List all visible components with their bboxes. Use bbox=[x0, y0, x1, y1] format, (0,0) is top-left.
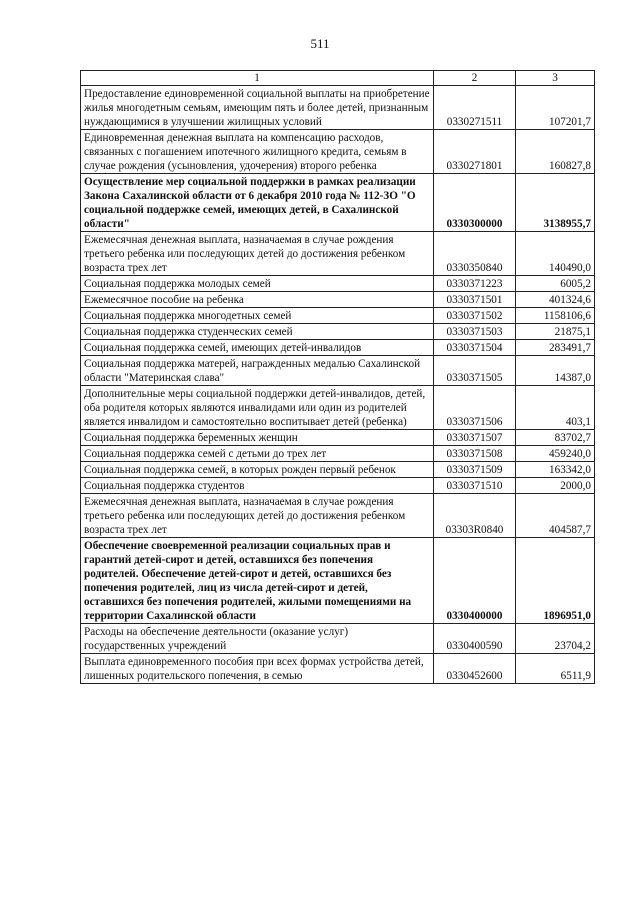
row-code-cell: 0330350840 bbox=[434, 232, 516, 276]
row-code-cell: 0330371509 bbox=[434, 462, 516, 478]
row-code-cell: 0330400000 bbox=[434, 538, 516, 624]
row-name-cell: Дополнительные меры социальной поддержки детей-инвалидов, детей, оба родителя которых являются инвалидами или один из родителей является инвалидом и самостоятельно воспитывает детей (ребенка) bbox=[81, 386, 434, 430]
budget-table bbox=[80, 70, 595, 684]
row-name-cell: Социальная поддержка молодых семей bbox=[81, 276, 434, 292]
row-name-cell: Социальная поддержка семей с детьми до трех лет bbox=[81, 446, 434, 462]
row-code-cell: 0330371223 bbox=[434, 276, 516, 292]
row-amount-cell: 404587,7 bbox=[516, 494, 595, 538]
row-amount-cell: 1158106,6 bbox=[516, 308, 595, 324]
row-name-cell: Социальная поддержка студенческих семей bbox=[81, 324, 434, 340]
row-amount-cell: 140490,0 bbox=[516, 232, 595, 276]
row-amount-cell: 14387,0 bbox=[516, 356, 595, 386]
table-row bbox=[81, 478, 595, 494]
row-code-cell: 0330371507 bbox=[434, 430, 516, 446]
row-name-cell: Социальная поддержка многодетных семей bbox=[81, 308, 434, 324]
row-amount-cell: 3138955,7 bbox=[516, 174, 595, 232]
table-row bbox=[81, 538, 595, 624]
row-name-cell: Социальная поддержка семей, имеющих детей-инвалидов bbox=[81, 340, 434, 356]
table-row bbox=[81, 86, 595, 130]
table-row bbox=[81, 276, 595, 292]
row-code-cell: 0330371506 bbox=[434, 386, 516, 430]
row-name-cell: Социальная поддержка матерей, награжденных медалью Сахалинской области "Материнская слава" bbox=[81, 356, 434, 386]
header-col-1: 1 bbox=[81, 71, 434, 86]
table-row bbox=[81, 324, 595, 340]
row-name-cell: Социальная поддержка семей, в которых рожден первый ребенок bbox=[81, 462, 434, 478]
row-code-cell: 0330371508 bbox=[434, 446, 516, 462]
row-amount-cell: 2000,0 bbox=[516, 478, 595, 494]
row-code-cell: 0330371503 bbox=[434, 324, 516, 340]
row-name-cell: Расходы на обеспечение деятельности (оказание услуг) государственных учреждений bbox=[81, 624, 434, 654]
table-row bbox=[81, 340, 595, 356]
row-name-cell: Выплата единовременного пособия при всех формах устройства детей, лишенных родительского попечения, в семью bbox=[81, 654, 434, 684]
row-code-cell: 0330371505 bbox=[434, 356, 516, 386]
table-row bbox=[81, 624, 595, 654]
row-code-cell: 0330371510 bbox=[434, 478, 516, 494]
row-code-cell: 0330371504 bbox=[434, 340, 516, 356]
row-amount-cell: 83702,7 bbox=[516, 430, 595, 446]
table-row bbox=[81, 292, 595, 308]
row-name-cell: Обеспечение своевременной реализации социальных прав и гарантий детей-сирот и детей, оставшихся без попечения родителей. Обеспечение детей-сирот и детей, оставшихся без попечения родителей, лиц из числа детей-сирот и детей, оставшихся без попечения родителей, жилыми помещениями на территории Сахалинской области bbox=[81, 538, 434, 624]
row-name-cell: Предоставление единовременной социальной выплаты на приобретение жилья многодетным семьям, имеющим пять и более детей, признанным нуждающимися в улучшении жилищных условий bbox=[81, 86, 434, 130]
row-code-cell: 0330452600 bbox=[434, 654, 516, 684]
table-row bbox=[81, 174, 595, 232]
row-amount-cell: 6005,2 bbox=[516, 276, 595, 292]
row-code-cell: 0330400590 bbox=[434, 624, 516, 654]
table-row bbox=[81, 462, 595, 478]
row-amount-cell: 459240,0 bbox=[516, 446, 595, 462]
table-row bbox=[81, 430, 595, 446]
row-name-cell: Единовременная денежная выплата на компенсацию расходов, связанных с погашением ипотечного жилищного кредита, семьям в случае рождения (усыновления, удочерения) второго ребенка bbox=[81, 130, 434, 174]
row-code-cell: 03303R0840 bbox=[434, 494, 516, 538]
row-name-cell: Осуществление мер социальной поддержки в рамках реализации Закона Сахалинской области от 6 декабря 2010 года № 112-ЗО "О социальной поддержке семей, имеющих детей, в Сахалинской области" bbox=[81, 174, 434, 232]
row-amount-cell: 283491,7 bbox=[516, 340, 595, 356]
row-amount-cell: 403,1 bbox=[516, 386, 595, 430]
row-code-cell: 0330371502 bbox=[434, 308, 516, 324]
table-row bbox=[81, 130, 595, 174]
row-name-cell: Ежемесячная денежная выплата, назначаемая в случае рождения третьего ребенка или последующих детей до достижения ребенком возраста трех лет bbox=[81, 494, 434, 538]
table-row bbox=[81, 446, 595, 462]
page-number: 511 bbox=[310, 36, 330, 51]
header-col-2: 2 bbox=[434, 71, 516, 86]
row-name-cell: Ежемесячное пособие на ребенка bbox=[81, 292, 434, 308]
row-amount-cell: 23704,2 bbox=[516, 624, 595, 654]
row-code-cell: 0330371501 bbox=[434, 292, 516, 308]
table-row bbox=[81, 232, 595, 276]
row-code-cell: 0330271801 bbox=[434, 130, 516, 174]
table-header-row bbox=[81, 71, 595, 86]
row-amount-cell: 107201,7 bbox=[516, 86, 595, 130]
header-col-3: 3 bbox=[516, 71, 595, 86]
row-amount-cell: 401324,6 bbox=[516, 292, 595, 308]
row-name-cell: Ежемесячная денежная выплата, назначаемая в случае рождения третьего ребенка или последующих детей до достижения ребенком возраста трех лет bbox=[81, 232, 434, 276]
table-row bbox=[81, 386, 595, 430]
table-row bbox=[81, 494, 595, 538]
table-row bbox=[81, 654, 595, 684]
row-amount-cell: 160827,8 bbox=[516, 130, 595, 174]
row-name-cell: Социальная поддержка беременных женщин bbox=[81, 430, 434, 446]
table-row bbox=[81, 308, 595, 324]
row-code-cell: 0330271511 bbox=[434, 86, 516, 130]
row-amount-cell: 21875,1 bbox=[516, 324, 595, 340]
row-name-cell: Социальная поддержка студентов bbox=[81, 478, 434, 494]
row-amount-cell: 1896951,0 bbox=[516, 538, 595, 624]
row-code-cell: 0330300000 bbox=[434, 174, 516, 232]
table-row bbox=[81, 356, 595, 386]
row-amount-cell: 163342,0 bbox=[516, 462, 595, 478]
row-amount-cell: 6511,9 bbox=[516, 654, 595, 684]
